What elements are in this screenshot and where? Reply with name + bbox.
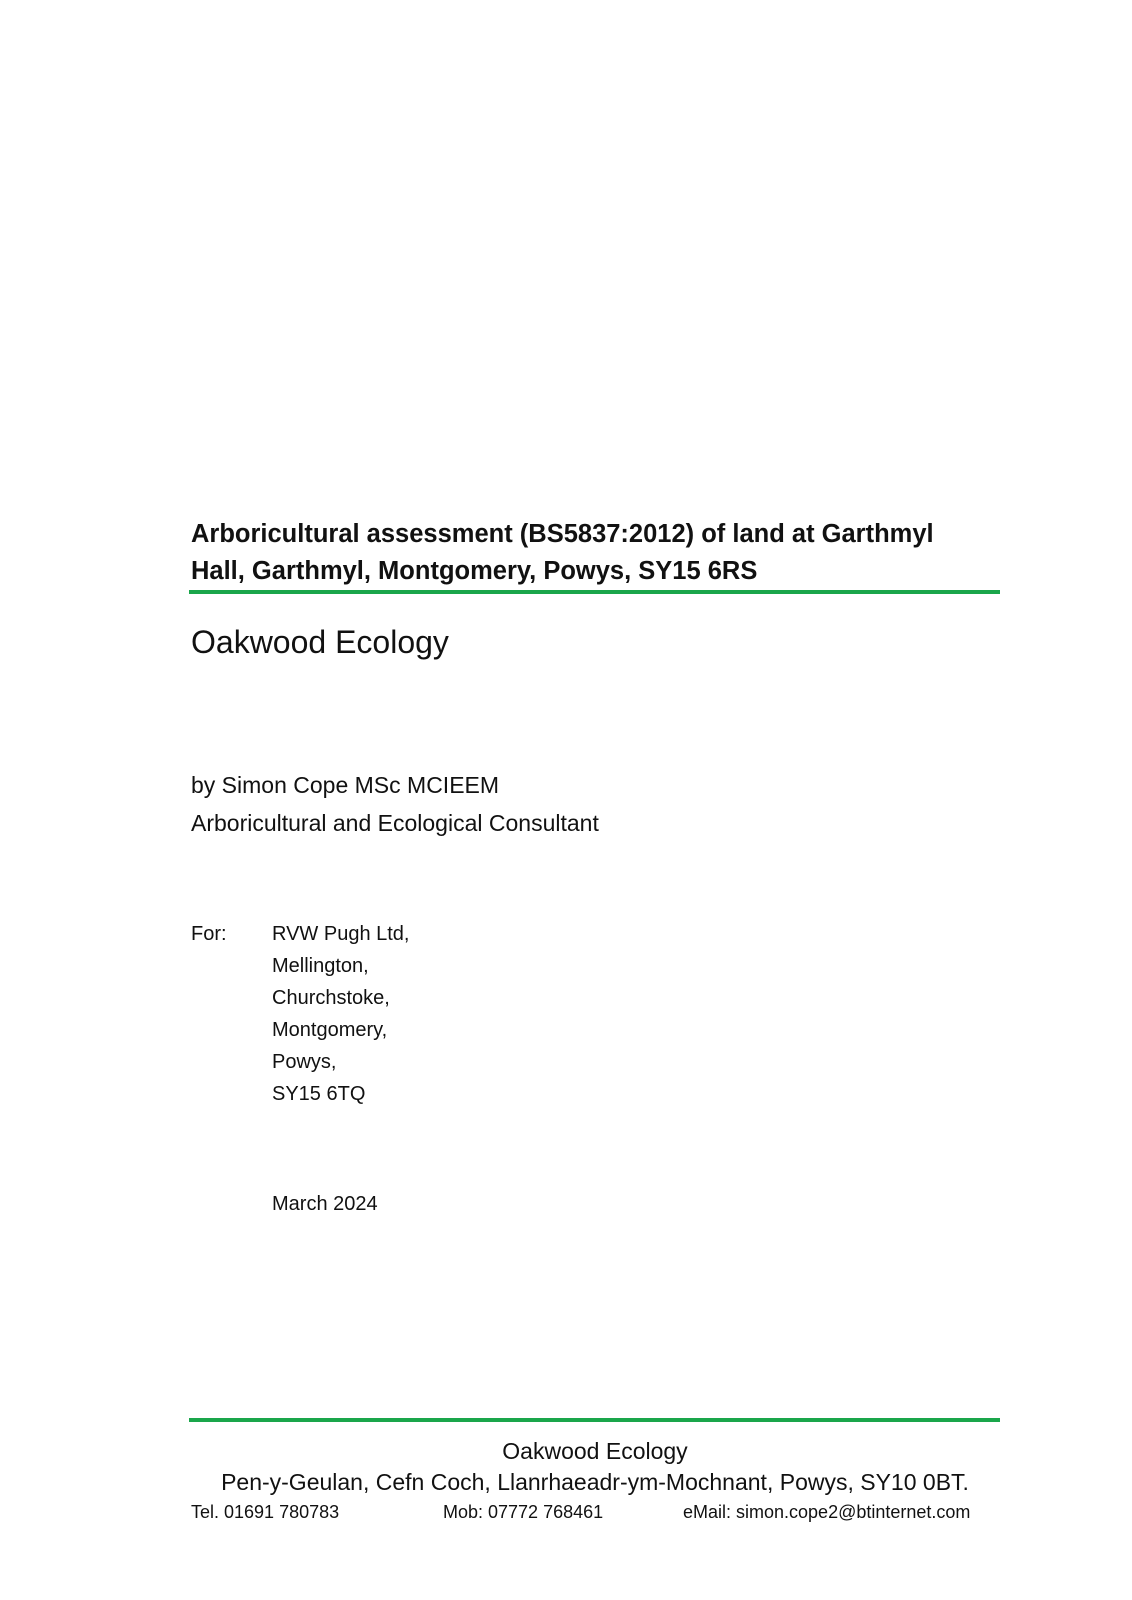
- author-role: Arboricultural and Ecological Consultant: [191, 810, 599, 836]
- footer-mobile: Mob: 07772 768461: [443, 1502, 604, 1522]
- report-title-line-2: Hall, Garthmyl, Montgomery, Powys, SY15 6RS: [191, 557, 758, 585]
- report-title: [191, 516, 991, 590]
- author-block: [191, 766, 599, 842]
- client-address-line: Mellington,: [272, 955, 369, 977]
- client-address-line: Powys,: [272, 1051, 337, 1073]
- footer-address: Pen-y-Geulan, Cefn Coch, Llanrhaeadr-ym-Mochnant, Powys, SY10 0BT.: [221, 1469, 969, 1495]
- client-address-line: Montgomery,: [272, 1019, 388, 1041]
- report-date: March 2024: [272, 1193, 378, 1215]
- client-address-line: SY15 6TQ: [272, 1083, 366, 1105]
- client-address-line: RVW Pugh Ltd,: [272, 923, 410, 945]
- client-address: [272, 918, 409, 1110]
- footer-email: eMail: simon.cope2@btinternet.com: [683, 1502, 971, 1522]
- title-divider: [189, 590, 1000, 594]
- client-address-line: Churchstoke,: [272, 987, 390, 1009]
- footer-company-name: Oakwood Ecology: [502, 1438, 688, 1464]
- footer-telephone: Tel. 01691 780783: [191, 1502, 340, 1522]
- author-name: by Simon Cope MSc MCIEEM: [191, 772, 500, 798]
- company-name: Oakwood Ecology: [191, 624, 449, 660]
- for-label: For:: [191, 923, 227, 945]
- report-title-line-1: Arboricultural assessment (BS5837:2012) of land at Garthmyl: [191, 520, 934, 548]
- footer-divider: [189, 1418, 1000, 1422]
